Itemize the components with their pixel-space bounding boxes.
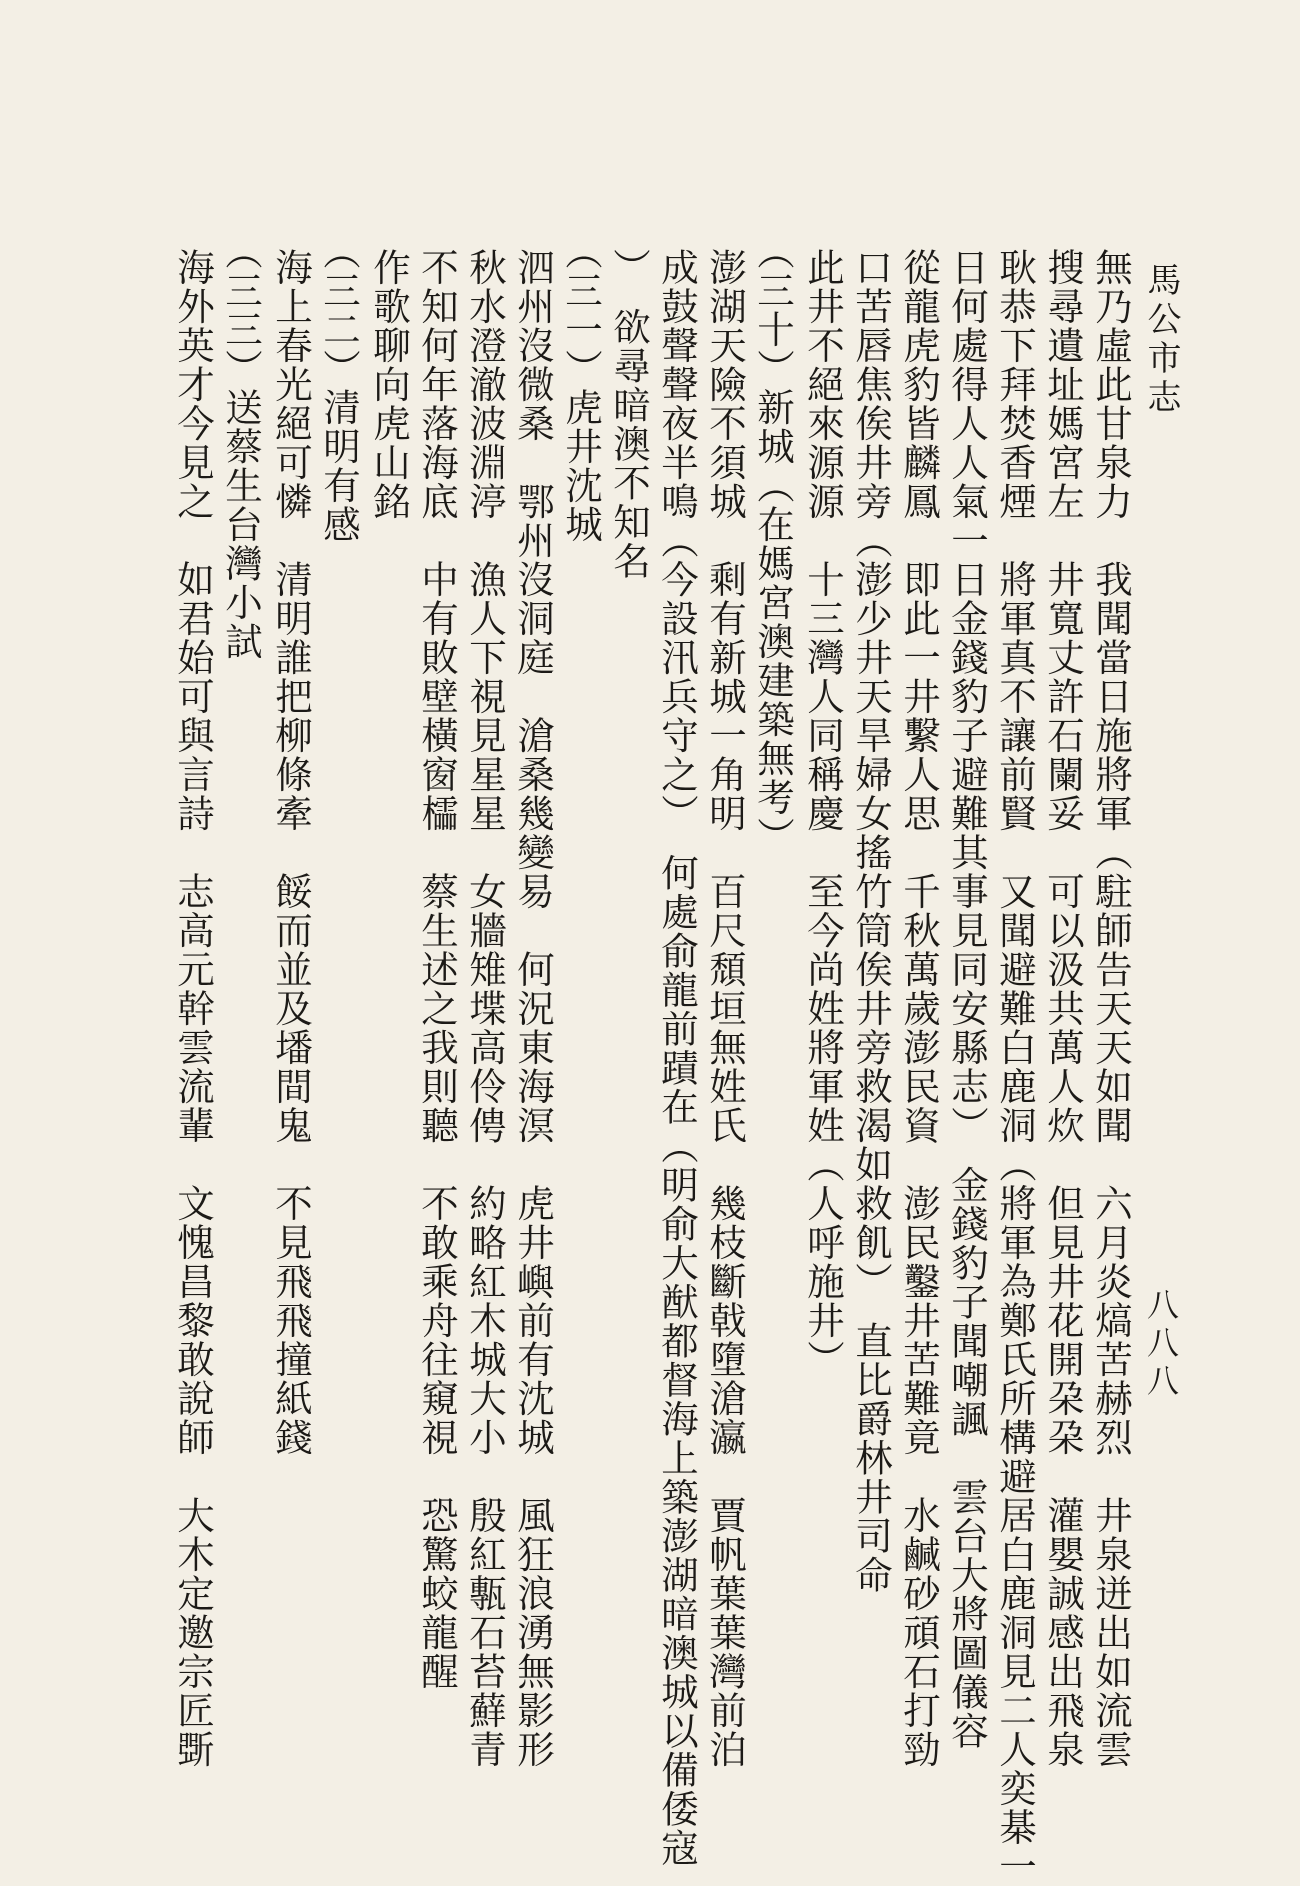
running-header-title: 馬公市志	[1141, 262, 1181, 418]
text-column: 無乃虛此甘泉力 我聞當日施將軍（駐師告天天如聞 六月炎熇苦赫烈 井泉迸出如流雲	[1089, 248, 1133, 1769]
text-column: 秋水澄澈波淵渟 漁人下視見星星 女牆雉堞高伶俜 約略紅木城大小 殷紅甎石苔蘚青	[463, 248, 507, 1769]
text-column: 海上春光絕可憐 清明誰把柳條牽 餒而並及墦間鬼 不見飛飛撞紙錢	[269, 248, 313, 1457]
text-column: 泗州沒微桑 鄂州沒洞庭 滄桑幾變易 何況東海溟 虎井嶼前有沈城 風狂浪湧無影形	[511, 248, 555, 1769]
text-column: 從龍虎豹皆麟鳳 即此一井繫人思 千秋萬歲澎民資 澎民鑿井苦難竟 水鹹砂頑石打勁	[897, 248, 941, 1769]
text-column: 成鼓聲聲夜半鳴（今設汛兵守之） 何處俞龍前蹟在（明俞大猷都督海上築澎湖暗澳城以備倭寇	[655, 248, 699, 1868]
section-heading: （三十）新城（在媽宮澳建築無考）	[751, 232, 795, 856]
text-column: 此井不絕來源源 十三灣人同稱慶 至今尚姓將軍姓（人呼施井）	[801, 248, 845, 1379]
section-heading: （三一）虎井沈城	[559, 232, 603, 544]
text-column: 耿恭下拜焚香煙 將軍真不讓前賢 又聞避難白鹿洞（將軍為鄭氏所構避居白鹿洞見二人奕棊一	[993, 248, 1037, 1886]
section-heading: （三二）清明有感	[317, 232, 361, 544]
text-column: 口苦唇焦俟井旁（澎少井天旱婦女搖竹筒俟井旁救渴如救飢） 直比爵林井司命	[849, 248, 893, 1595]
section-heading: （三三）送蔡生台灣小試	[219, 232, 263, 661]
page-number: 八八八	[1142, 1288, 1180, 1402]
text-column: 搜尋遺址媽宮左 井寬丈許石闌妥 可以汲共萬人炊 但見井花開朶朶 灌嬰誠感出飛泉	[1041, 248, 1085, 1769]
text-column: 不知何年落海底 中有敗壁橫窗櫺 蔡生述之我則聽 不敢乘舟往窺視 恐驚蛟龍醒	[415, 248, 459, 1691]
text-column: 海外英才今見之 如君始可與言詩 志高元幹雲流輩 文愧昌黎敢說師 大木定邀宗匠斲	[171, 248, 215, 1769]
text-column: 日何處得人人氣一日金錢豹子避難其事見同安縣志） 金錢豹子聞嘲諷 雲台大將圖儀容	[945, 248, 989, 1751]
text-column: 澎湖天險不須城 剩有新城一角明 百尺頹垣無姓氏 幾枝斷戟墮滄瀛 賈帆葉葉灣前泊	[703, 248, 747, 1769]
text-column: 作歌聊向虎山銘	[367, 248, 411, 521]
text-column: ） 欲尋暗澳不知名	[607, 248, 651, 581]
